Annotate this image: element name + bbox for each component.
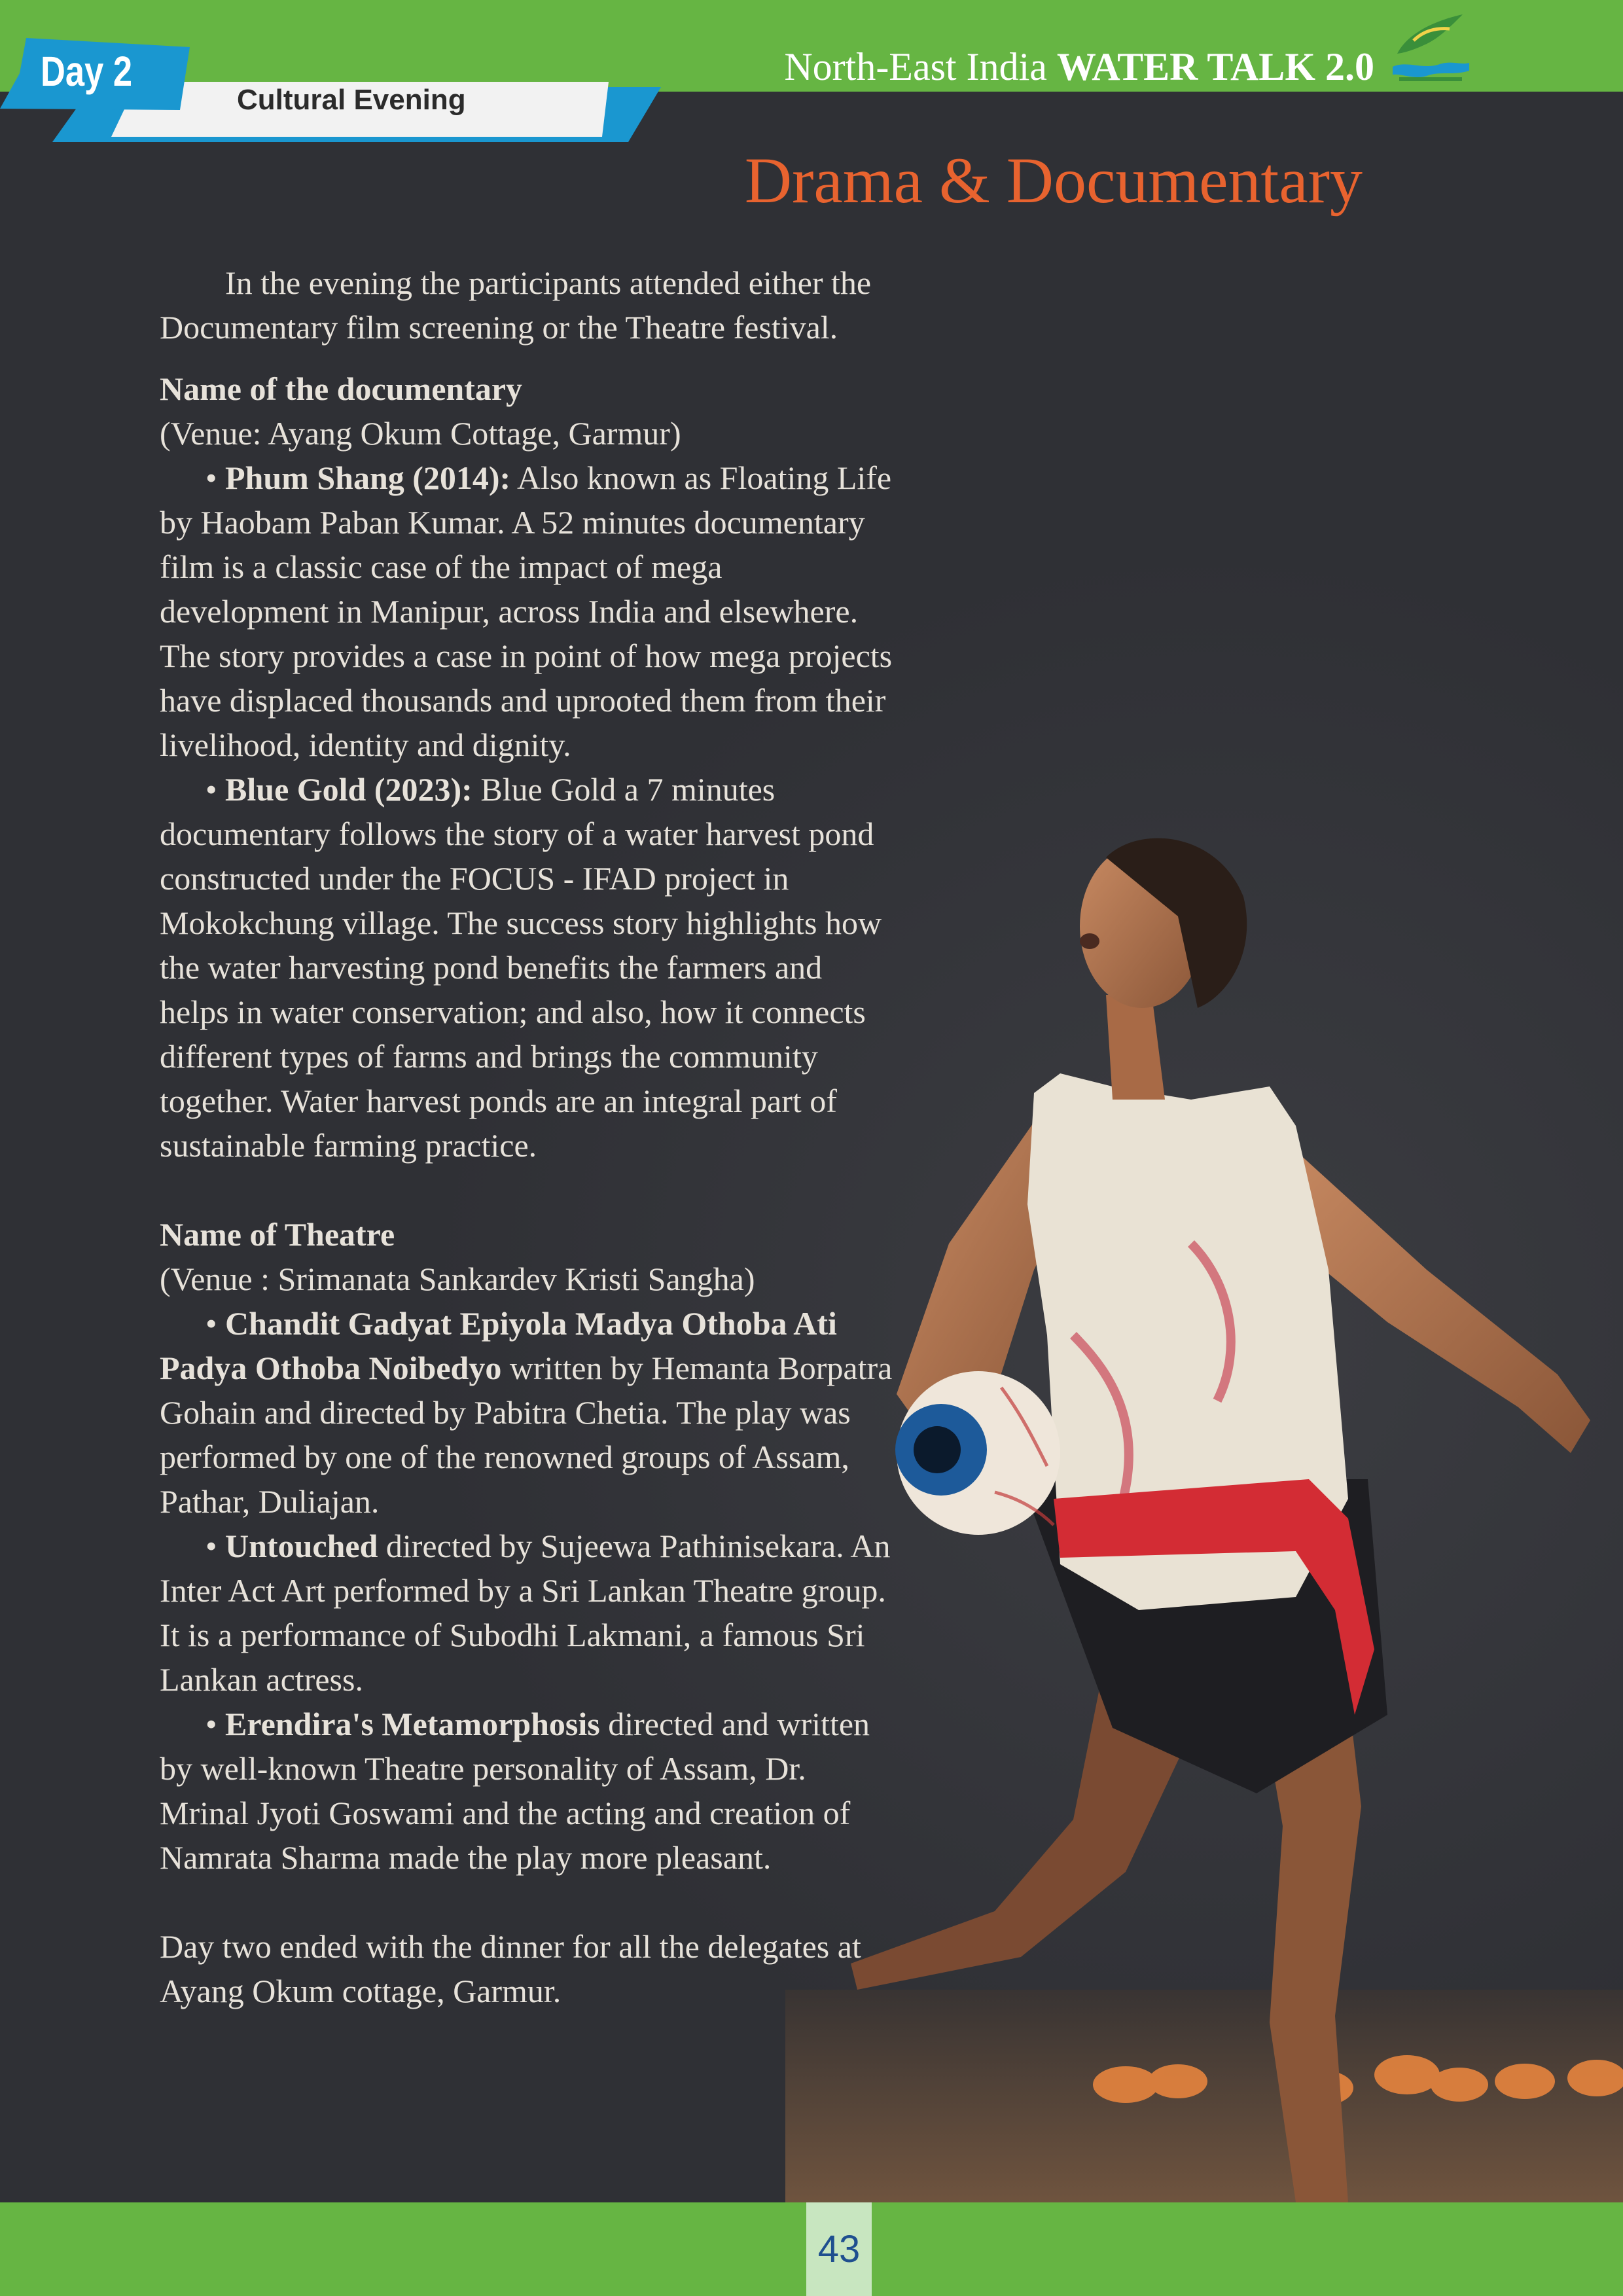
water-talk-logo — [1387, 8, 1472, 86]
theatre-heading: Name of Theatre — [160, 1216, 395, 1253]
documentary-item: • Blue Gold (2023): Blue Gold a 7 minutes documentary follows the story of a water harvest pond constructed under the FOCUS - IFAD project in Mokokchung village. The success story highlights how the water harvesting pond benefits the farmers and helps in water conservation; and also, how it connects different types of farms and brings the community together. Water harvest ponds are an integral part of sustainable farming practice. — [160, 771, 882, 1164]
documentary-item-title: Phum Shang (2014): — [225, 459, 511, 496]
documentary-item: • Phum Shang (2014): Also known as Floating Life by Haobam Paban Kumar. A 52 minutes documentary film is a classic case of the impact of mega development in Manipur, across India and elsewhere. The story provides a case in point of how mega projects have displaced thousands and uprooted them from their livelihood, identity and dignity. — [160, 459, 893, 763]
page-title: Drama & Documentary — [744, 144, 1363, 217]
theatre-item-title: Untouched — [225, 1528, 378, 1564]
theatre-item-text: written by Hemanta Borpatra Gohain and directed by Pabitra Chetia. The play was performed by one of the renowned groups of Assam, Pathar, Duliajan. — [160, 1350, 893, 1520]
theatre-item-text: directed by Sujeewa Pathinisekara. An Inter Act Art performed by a Sri Lankan Theatre group. It is a performance of Subodhi Lakmani, a famous Sri Lankan actress. — [160, 1528, 891, 1698]
section-label: Cultural Evening — [237, 84, 466, 116]
theatre-item: • Erendira's Metamorphosis directed and written by well-known Theatre personality of Assam, Dr. Mrinal Jyoti Goswami and the acting and creation of Namrata Sharma made the play more pleasant. — [160, 1706, 870, 1876]
documentary-item-title: Blue Gold (2023): — [225, 771, 473, 808]
closing-paragraph: Day two ended with the dinner for all the delegates at Ayang Okum cottage, Garmur. — [160, 1928, 861, 2009]
theatre-venue: (Venue : Srimanata Sankardev Kristi Sangha) — [160, 1261, 755, 1297]
documentary-venue: (Venue: Ayang Okum Cottage, Garmur) — [160, 415, 681, 452]
article-body — [160, 260, 899, 2013]
event-title-bold: WATER TALK 2.0 — [1056, 45, 1374, 88]
event-title-regular: North-East India — [784, 45, 1047, 88]
theatre-item-title: Erendira's Metamorphosis — [225, 1706, 600, 1742]
documentary-item-text: Blue Gold a 7 minutes documentary follows the story of a water harvest pond constructed under the FOCUS - IFAD project in Mokokchung village. The success story highlights how the water harvesting pond benefits the farmers and helps in water conservation; and also, how it connects different types of farms and brings the community together. Water harvest ponds are an integral part of sustainable farming practice. — [160, 771, 882, 1164]
intro-paragraph: In the evening the participants attended either the Documentary film screening or the Theatre festival. — [160, 264, 872, 346]
theatre-item: • Chandit Gadyat Epiyola Madya Othoba Ati Padya Othoba Noibedyo written by Hemanta Borpatra Gohain and directed by Pabitra Chetia. The play was performed by one of the renowned groups of Assam, Pathar, Duliajan. — [160, 1305, 893, 1520]
documentary-item-text: Also known as Floating Life by Haobam Paban Kumar. A 52 minutes documentary film is a classic case of the impact of mega development in Manipur, across India and elsewhere. The story provides a case in point of how mega projects have displaced thousands and uprooted them from their livelihood, identity and dignity. — [160, 459, 893, 763]
theatre-item-text: directed and written by well-known Theatre personality of Assam, Dr. Mrinal Jyoti Goswami and the acting and creation of Namrata Sharma made the play more pleasant. — [160, 1706, 870, 1876]
documentary-heading: Name of the documentary — [160, 370, 523, 407]
theatre-item: • Untouched directed by Sujeewa Pathinisekara. An Inter Act Art performed by a Sri Lankan Theatre group. It is a performance of Subodhi Lakmani, a famous Sri Lankan actress. — [160, 1528, 891, 1698]
day-label: Day 2 — [41, 48, 133, 95]
page-number: 43 — [806, 2202, 872, 2296]
theatre-item-title: Chandit Gadyat Epiyola Madya Othoba Ati Padya Othoba Noibedyo — [160, 1305, 837, 1386]
event-title — [784, 45, 1374, 90]
